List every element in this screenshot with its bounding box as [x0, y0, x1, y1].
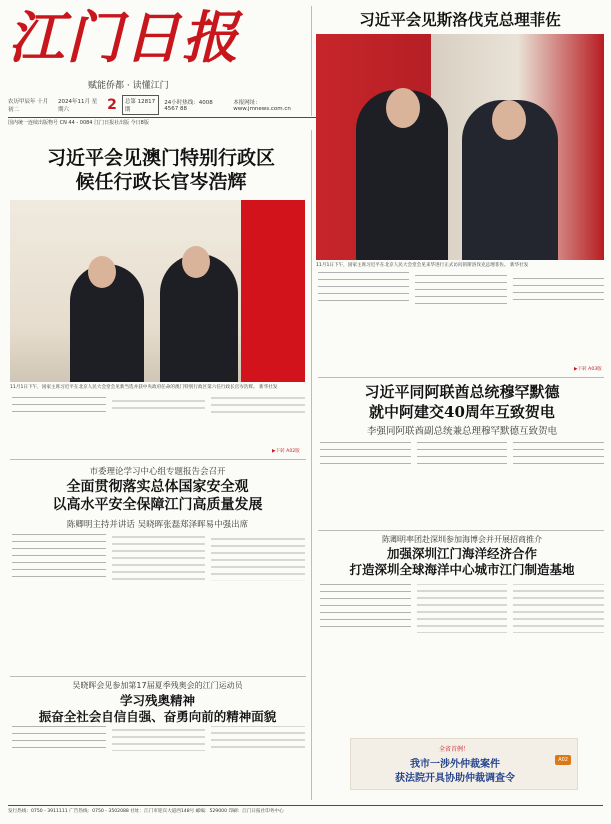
- hotline: 24小时热线：4008 4567 88: [164, 100, 213, 112]
- promo-line: 我市一涉外仲裁案件: [410, 759, 500, 770]
- article-body: [320, 584, 604, 732]
- promo-line: 获法院开具协助仲裁调查令: [395, 773, 515, 784]
- text-column: [12, 397, 305, 414]
- newspaper-logo: 江门日报: [8, 5, 240, 71]
- divider: [10, 676, 306, 677]
- photo-handshake-right: [316, 34, 604, 260]
- website: 本报网址：www.jmnews.com.cn: [233, 100, 291, 112]
- shenzhen-kicker: 陈卿明率团赴深圳参加海博会并开展招商推介: [382, 535, 542, 544]
- photo-handshake-left: [10, 200, 305, 382]
- headline-line: 打造深圳全球海洋中心城市江门制造基地: [349, 562, 575, 577]
- lead-right-headline: 习近平会见斯洛伐克总理菲佐: [359, 10, 561, 29]
- gregorian-date: 2024年11月 星期六: [57, 99, 98, 113]
- text-column: [320, 442, 604, 470]
- study-headline-line2: 振奋全社会自信自强、奋勇向前的精神面貌: [38, 709, 277, 724]
- continue-tag: ▶下转 A03版: [574, 367, 602, 372]
- person-head: [88, 256, 116, 288]
- footer: 发行热线：0750 - 3911111 广告热线：0750 - 3502088 社址：江门市迎宾大道西148号 邮编：529000 印刷：江门日报社印务中心: [8, 805, 603, 814]
- security-subheadline: 陈卿明主持并讲话 吴晓晖张磊郑泽晖易中强出席: [66, 520, 249, 530]
- dateline: [8, 95, 308, 115]
- divider: [10, 459, 306, 460]
- text-column: [12, 726, 305, 751]
- day-number: 2: [107, 97, 117, 113]
- security-headline: [10, 478, 305, 514]
- person-head: [182, 246, 210, 278]
- study-headline: 学习残奥精神: [119, 693, 195, 708]
- study-kicker: 吴晓晖会见参加第17届夏季残奥会的江门运动员: [72, 681, 243, 690]
- photo-caption-left: 11月1日下午，国家主席习近平在北京人民大会堂会见新当选并获中央政府任命的澳门特别行政区第六任行政长官岑浩辉。 新华社发: [10, 385, 278, 390]
- lunar-date: 农历甲辰年 十月初二: [8, 99, 49, 113]
- page-badge: A02: [555, 755, 571, 765]
- divider: [311, 6, 312, 116]
- article-body: [318, 272, 604, 368]
- divider: [311, 130, 312, 800]
- shenzhen-headline: [318, 546, 606, 578]
- person-head: [386, 88, 420, 128]
- text-column: [318, 272, 604, 304]
- promo-box[interactable]: [350, 738, 578, 790]
- headline-line: 全面贯彻落实总体国家安全观: [66, 479, 249, 495]
- issue-number: 总第 12817期: [122, 95, 159, 115]
- article-body: [12, 726, 305, 800]
- text-column: [12, 534, 305, 581]
- security-kicker: 市委理论学习中心组专题报告会召开: [89, 467, 226, 477]
- divider: [318, 377, 604, 378]
- uae-subheadline: 李强同阿联酋副总统兼总理穆罕默德互致贺电: [366, 426, 557, 437]
- promo-kicker: 全省首例！: [439, 746, 470, 753]
- person-head: [492, 100, 526, 140]
- registration-line: 国内统一连续出版物号 CN 44 - 0084 江门日报社出版 今日8版: [8, 117, 603, 127]
- divider: [318, 530, 604, 531]
- lead-left-headline: [16, 146, 306, 194]
- continue-tag: ▶下转 A02版: [272, 449, 300, 454]
- photo-caption-right: 11月1日下午，国家主席习近平在北京人民大会堂会见来华进行正式访问的斯洛伐克总理菲佐。 新华社发: [316, 263, 529, 268]
- article-body: [12, 397, 305, 449]
- text-column: [320, 584, 604, 633]
- headline-line: 习近平会见澳门特别行政区: [46, 147, 275, 169]
- headline-line: 就中阿建交40周年互致贺电: [369, 403, 555, 421]
- article-body: [12, 534, 305, 674]
- slogan: 赋能侨都 · 读懂江门: [88, 81, 169, 91]
- uae-headline: [318, 382, 606, 422]
- article-body: [320, 442, 604, 526]
- headline-line: 加强深圳江门海洋经济合作: [386, 546, 537, 561]
- flag: [241, 200, 305, 382]
- headline-line: 候任行政长官岑浩辉: [75, 171, 247, 193]
- headline-line: 习近平同阿联酋总统穆罕默德: [364, 383, 560, 401]
- headline-line: 以高水平安全保障江门高质量发展: [52, 497, 263, 513]
